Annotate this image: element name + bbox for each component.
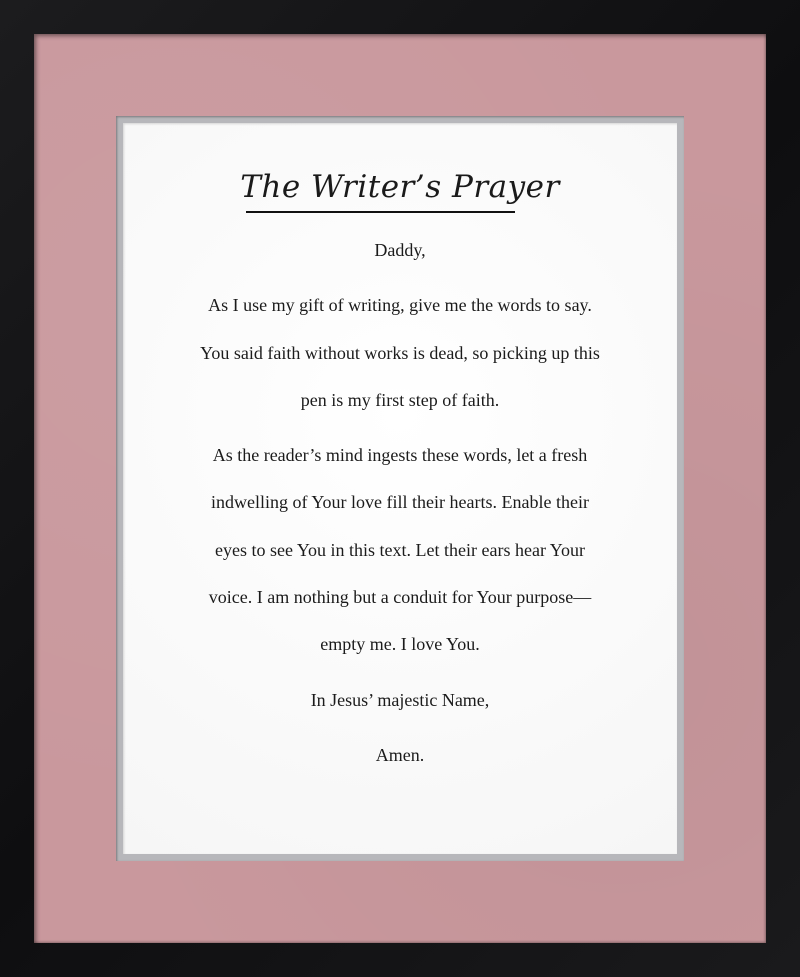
prayer-line: empty me. I love You. bbox=[320, 634, 480, 654]
prayer-closing: In Jesus’ majestic Name, bbox=[310, 690, 490, 710]
prayer-line: pen is my first step of faith. bbox=[300, 390, 500, 410]
prayer-line: As I use my gift of writing, give me the words to say. bbox=[208, 295, 592, 315]
prayer-title: The Writer’s Prayer bbox=[240, 169, 560, 205]
title-underline bbox=[246, 211, 515, 213]
prayer-line: You said faith without works is dead, so picking up this bbox=[200, 343, 600, 363]
prayer-salutation: Daddy, bbox=[374, 240, 426, 260]
prayer-line: voice. I am nothing but a conduit for Your purpose— bbox=[208, 587, 592, 607]
prayer-line: As the reader’s mind ingests these words, let a fresh bbox=[212, 445, 588, 465]
prayer-line: eyes to see You in this text. Let their ears hear Your bbox=[215, 540, 585, 560]
prayer-amen: Amen. bbox=[375, 745, 425, 765]
prayer-line: indwelling of Your love fill their hearts. Enable their bbox=[211, 492, 589, 512]
